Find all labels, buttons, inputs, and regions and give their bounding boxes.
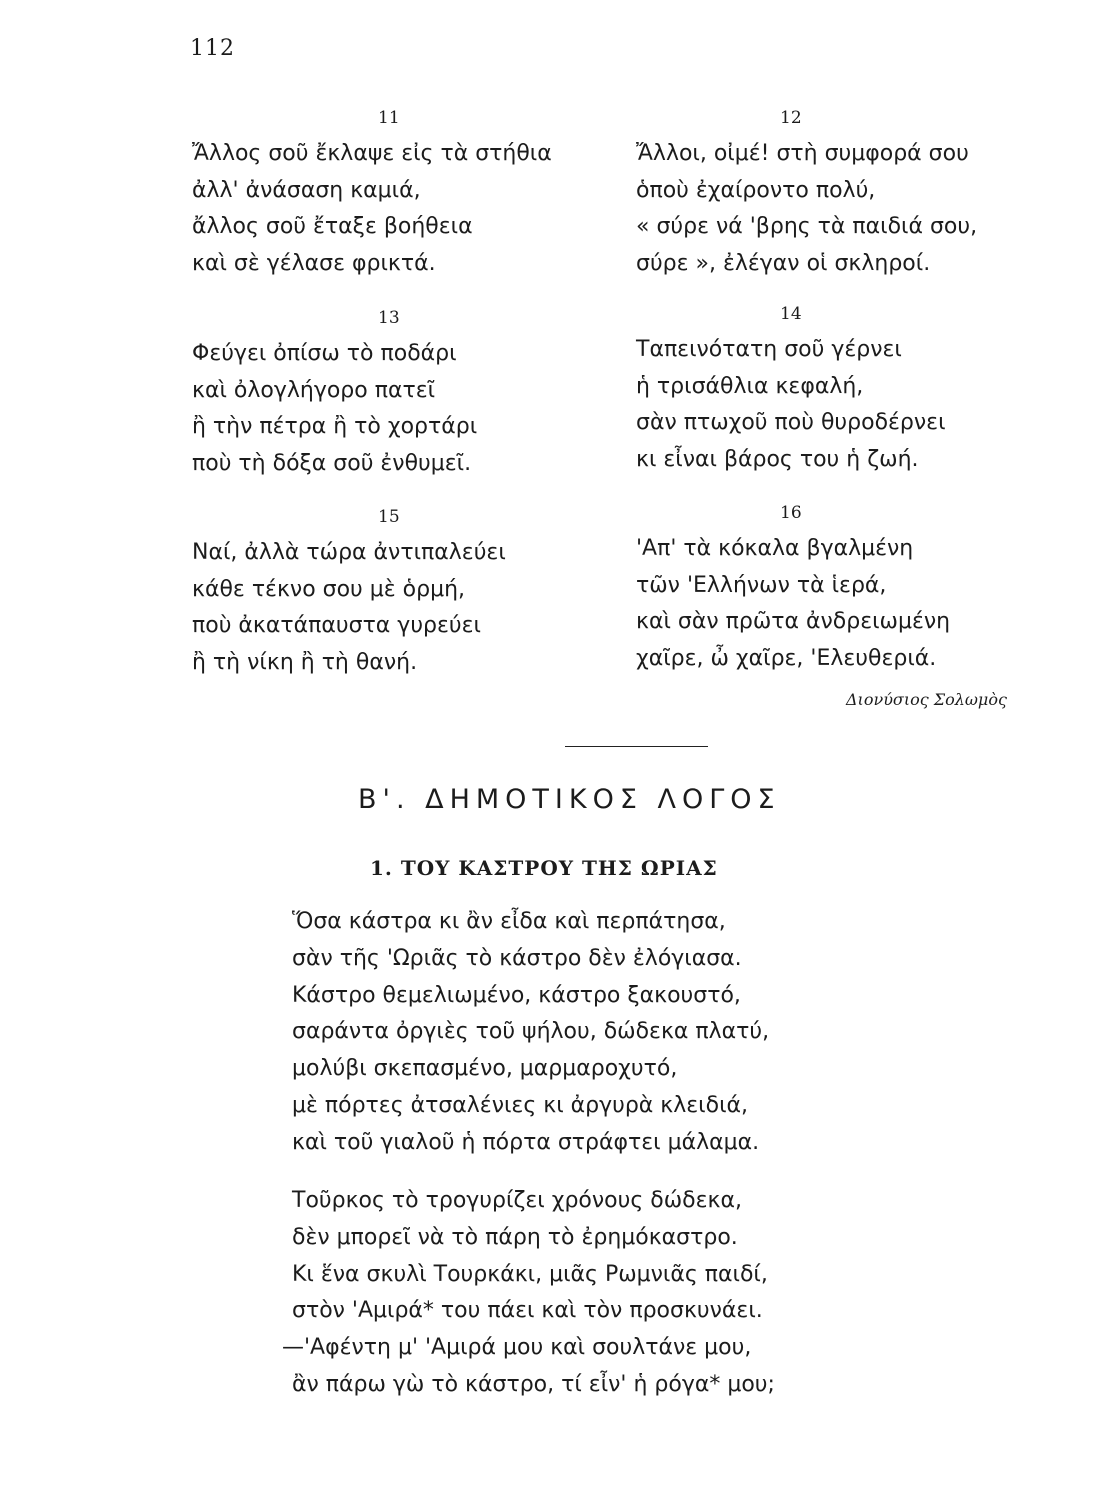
stanza-line: ἀλλ' ἀνάσαση καμιά,	[192, 177, 421, 203]
stanza-line: 'Απ' τὰ κόκαλα βγαλμένη	[636, 536, 914, 561]
stanza-line: καὶ σὰν πρῶτα ἀνδρειωμένη	[636, 609, 951, 634]
stanza-line: χαῖρε, ὦ χαῖρε, 'Ελευθεριά.	[636, 645, 937, 671]
stanza-number: 13	[378, 308, 400, 328]
stanza-line: ἄλλος σοῦ ἔταξε βοήθεια	[192, 214, 473, 239]
stanza-line: ἡ τρισάθλια κεφαλή,	[636, 373, 864, 399]
stanza-number: 14	[780, 304, 802, 324]
section-heading: Β'. ΔΗΜΟΤΙΚΟΣ ΛΟΓΟΣ	[358, 784, 781, 815]
poem-line: Κάστρο θεμελιωμένο, κάστρο ξακουστό,	[292, 982, 741, 1008]
stanza-number: 11	[378, 108, 400, 128]
stanza-line: Ἄλλοι, οἰμέ! στὴ συμφορά σου	[636, 141, 969, 166]
poem-line: ἂν πάρω γὼ τὸ κάστρο, τί εἶν' ἡ ρόγα* μου;	[292, 1371, 775, 1397]
stanza-line: σὰν πτωχοῦ ποὺ θυροδέρνει	[636, 410, 946, 435]
stanza-line: ἢ τὴν πέτρα ἢ τὸ χορτάρι	[192, 414, 478, 439]
poem-line: σαράντα ὀργιὲς τοῦ ψήλου, δώδεκα πλατύ,	[292, 1019, 770, 1045]
stanza-15	[192, 499, 612, 681]
poem-stanza-2	[282, 1183, 932, 1404]
stanza-line: καὶ σὲ γέλασε φρικτά.	[192, 250, 436, 276]
stanza-16	[636, 495, 1056, 677]
poem-line: στὸν 'Αμιρά* του πάει καὶ τὸν προσκυνάει.	[292, 1298, 763, 1324]
stanza-14	[636, 296, 1056, 478]
stanza-line: κι εἶναι βάρος του ἡ ζωή.	[636, 446, 919, 472]
stanza-line: καὶ ὀλογλήγορο πατεῖ	[192, 377, 436, 403]
stanza-number: 12	[780, 108, 802, 128]
poem-line: μολύβι σκεπασμένο, μαρμαροχυτό,	[292, 1056, 678, 1082]
poem-stanza-1	[292, 904, 932, 1162]
stanza-line: Ταπεινότατη σοῦ γέρνει	[636, 337, 902, 362]
stanza-number: 16	[780, 503, 802, 523]
stanza-line: ποὺ τὴ δόξα σοῦ ἐνθυμεῖ.	[192, 450, 472, 476]
author-signature: Διονύσιος Σολωμὸς	[846, 690, 1007, 709]
stanza-line: Φεύγει ὀπίσω τὸ ποδάρι	[192, 341, 457, 366]
poem-title: 1. ΤΟΥ ΚΑΣΤΡΟΥ ΤΗΣ ΩΡΙΑΣ	[370, 856, 718, 880]
stanza-line: ὁποὺ ἐχαίροντο πολύ,	[636, 177, 876, 203]
poem-line: μὲ πόρτες ἀτσαλένιες κι ἀργυρὰ κλειδιά,	[292, 1092, 749, 1118]
stanza-line: « σύρε νά 'βρης τὰ παιδιά σου,	[636, 214, 978, 239]
stanza-line: σύρε », ἐλέγαν οἱ σκληροί.	[636, 250, 931, 276]
poem-line: —'Αφέντη μ' 'Αμιρά μου καὶ σουλτάνε μου,	[282, 1335, 752, 1361]
stanza-line: τῶν 'Ελλήνων τὰ ἱερά,	[636, 572, 887, 598]
poem-line: δὲν μπορεῖ νὰ τὸ πάρη τὸ ἐρημόκαστρο.	[292, 1224, 738, 1250]
stanza-number: 15	[378, 507, 400, 527]
stanza-line: ποὺ ἀκατάπαυστα γυρεύει	[192, 613, 481, 638]
section-divider	[565, 746, 708, 747]
stanza-line: Ναί, ἀλλὰ τώρα ἀντιπαλεύει	[192, 540, 506, 565]
poem-line: Κι ἕνα σκυλὶ Τουρκάκι, μιᾶς Ρωμνιᾶς παιδί,	[292, 1261, 768, 1287]
page-number: 112	[190, 36, 235, 61]
poem-line: σὰν τῆς 'Ωριᾶς τὸ κάστρο δὲν ἐλόγιασα.	[292, 945, 742, 971]
stanza-11	[192, 100, 612, 282]
stanza-13	[192, 300, 612, 482]
stanza-line: ἢ τὴ νίκη ἢ τὴ θανή.	[192, 649, 418, 675]
stanza-line: Ἄλλος σοῦ ἔκλαψε εἰς τὰ στήθια	[192, 141, 552, 166]
stanza-line: κάθε τέκνο σου μὲ ὁρμή,	[192, 576, 466, 602]
poem-line: Ὅσα κάστρα κι ἂν εἶδα καὶ περπάτησα,	[292, 909, 726, 934]
poem-line: καὶ τοῦ γιαλοῦ ἡ πόρτα στράφτει μάλαμα.	[292, 1129, 760, 1155]
stanza-12	[636, 100, 1056, 282]
poem-line: Τοῦρκος τὸ τρογυρίζει χρόνους δώδεκα,	[292, 1188, 742, 1213]
